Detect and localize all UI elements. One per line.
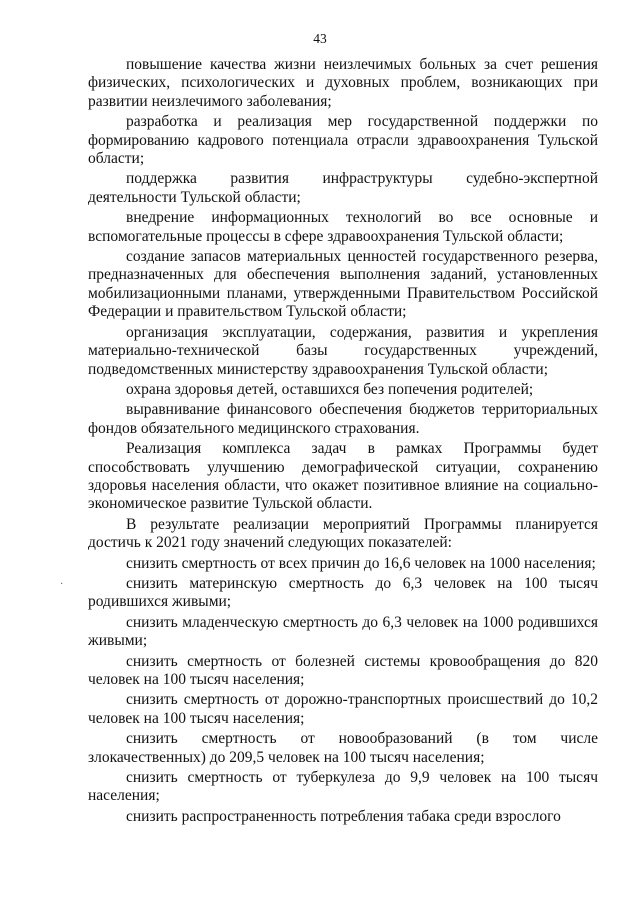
- paragraph: снизить распространенность потребления табака среди взрослого: [126, 807, 561, 825]
- paragraph: организация эксплуатации, содержания, развития и укрепления материально-технической базы государственных учреждений, подведомственных министерству здравоохранения Тульской области;: [88, 323, 598, 378]
- page-number: 43: [313, 31, 327, 46]
- paragraph: снизить смертность от туберкулеза до 9,9 человек на 100 тысяч населения;: [88, 769, 598, 805]
- paragraph: снизить младенческую смертность до 6,3 человек на 1000 родившихся живыми;: [88, 613, 598, 650]
- paragraph: создание запасов материальных ценностей государственного резерва, предназначенных для обеспечения выполнения заданий, установленных мобилизационными планами, утвержденными Правительством Российской Федерации и правительством Тульской области;: [88, 248, 598, 321]
- paragraph: Реализация комплекса задач в рамках Программы будет способствовать улучшению демографической ситуации, сохранению здоровья населения области, что окажет позитивное влияние на социально-экономическое развитие Тульской области.: [88, 440, 598, 513]
- paragraph: снизить смертность от всех причин до 16,6 человек на 1000 населения;: [126, 554, 596, 572]
- paragraph: выравнивание финансового обеспечения бюджетов территориальных фондов обязательного медицинского страхования.: [88, 401, 598, 437]
- paragraph: поддержка развития инфраструктуры судебно-экспертной деятельности Тульской области;: [88, 170, 598, 206]
- document-body: [88, 56, 598, 828]
- paragraph: снизить смертность от дорожно-транспортных происшествий до 10,2 человек на 100 тысяч населения;: [88, 691, 598, 727]
- paragraph: повышение качества жизни неизлечимых больных за счет решения физических, психологических и духовных проблем, возникающих при развитии неизлечимого заболевания;: [88, 56, 598, 110]
- paragraph: В результате реализации мероприятий Программы планируется достичь к 2021 году значений следующих показателей:: [88, 515, 598, 552]
- paragraph: внедрение информационных технологий во все основные и вспомогательные процессы в сфере здравоохранения Тульской области;: [88, 209, 598, 245]
- paragraph: снизить материнскую смертность до 6,3 человек на 100 тысяч родившихся живыми;: [88, 574, 598, 611]
- scan-speck: ·: [60, 579, 64, 590]
- paragraph: охрана здоровья детей, оставшихся без попечения родителей;: [126, 380, 534, 398]
- paragraph: снизить смертность от болезней системы кровообращения до 820 человек на 100 тысяч населения;: [88, 652, 598, 688]
- paragraph: разработка и реализация мер государственной поддержки по формированию кадрового потенциала отрасли здравоохранения Тульской области;: [88, 113, 598, 168]
- paragraph: снизить смертность от новообразований (в том числе злокачественных) до 209,5 человек на 100 тысяч населения;: [88, 730, 598, 766]
